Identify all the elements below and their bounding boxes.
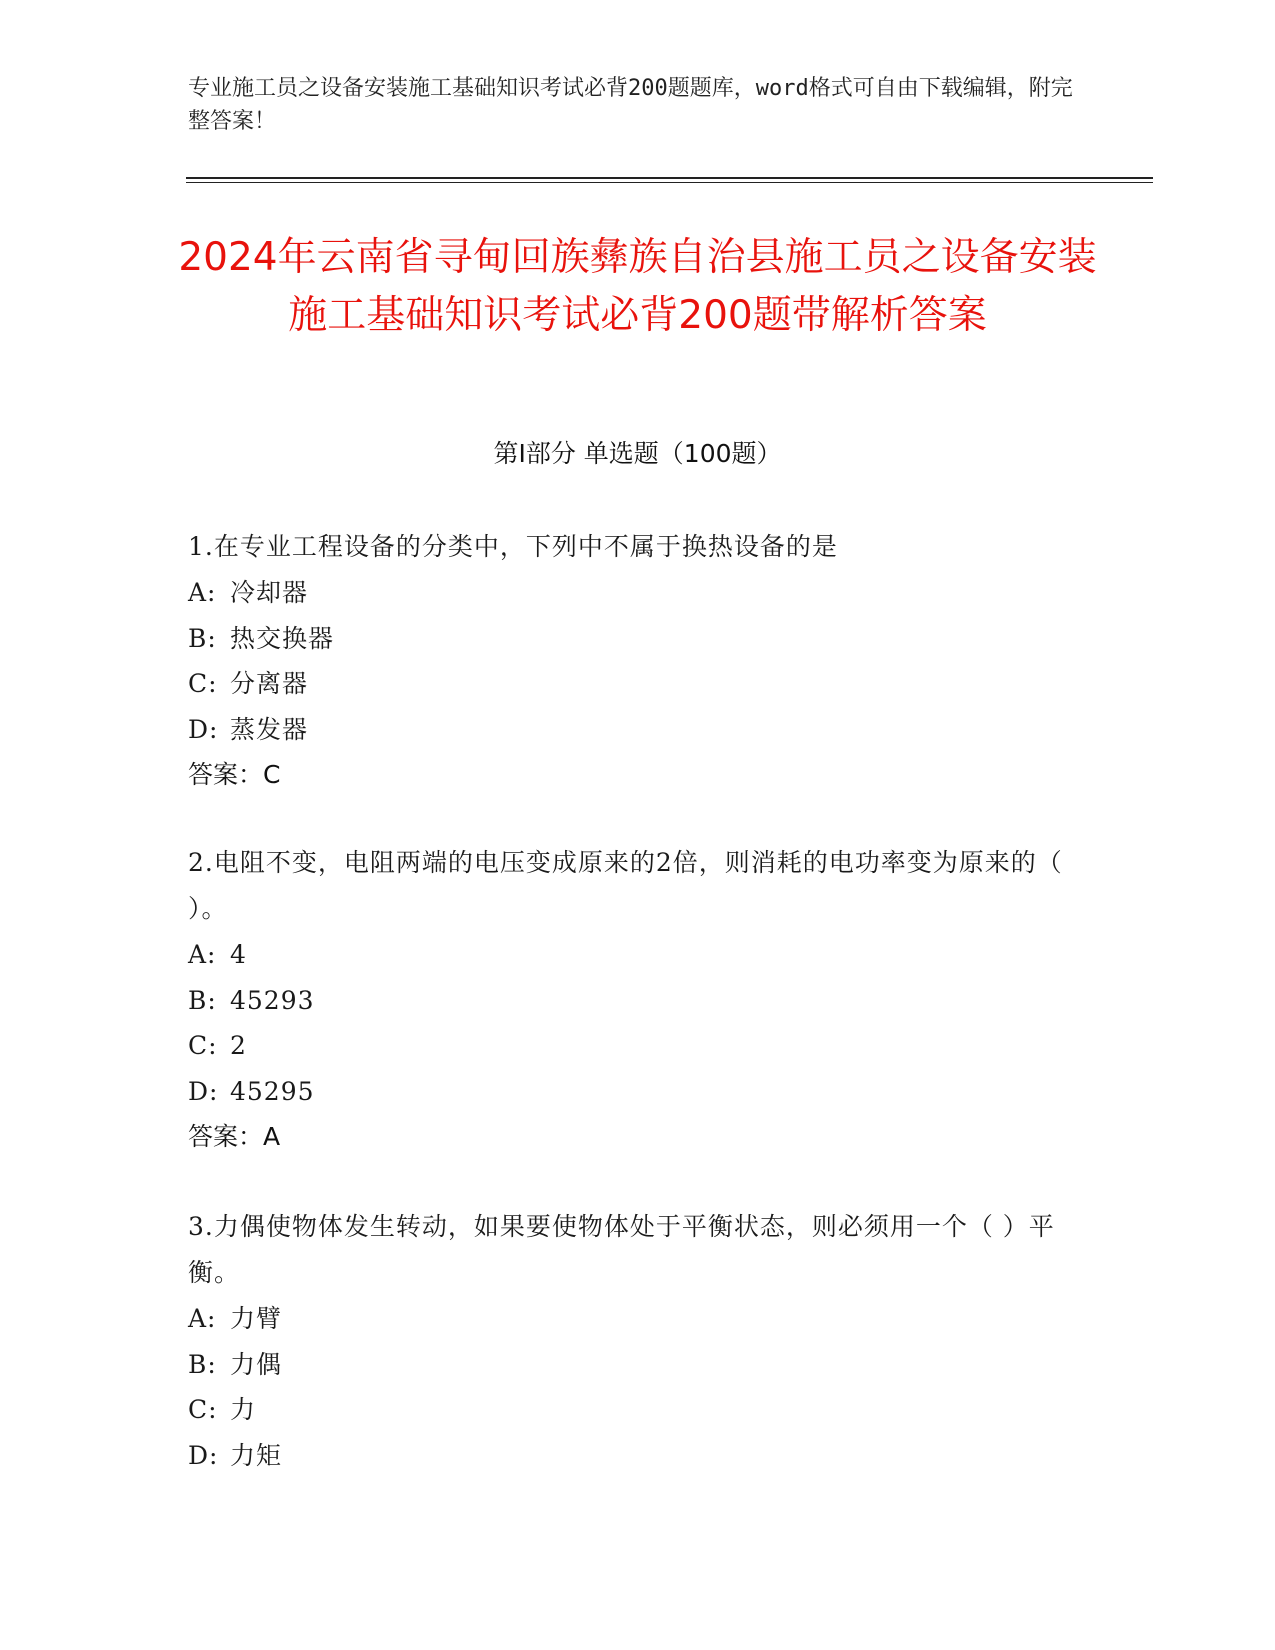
option-key: C: — [188, 1031, 218, 1060]
option-text: 2 — [230, 1031, 247, 1060]
option-c — [188, 1387, 1068, 1433]
option-text: 力 — [230, 1395, 257, 1424]
answer-label: 答案： — [188, 1122, 264, 1151]
option-b — [188, 616, 1068, 662]
option-d — [188, 1069, 1068, 1115]
option-a — [188, 570, 1068, 616]
option-b — [188, 1342, 1068, 1388]
option-text: 45293 — [230, 985, 315, 1015]
option-text: 力偶 — [230, 1349, 283, 1379]
option-text: 力矩 — [230, 1440, 283, 1470]
option-text: 力臂 — [230, 1304, 283, 1333]
option-key: D: — [188, 1440, 219, 1470]
option-key: B: — [188, 623, 217, 653]
header-note: 专业施工员之设备安装施工基础知识考试必背200题题库，word格式可自由下载编辑，附完整答案！ — [188, 76, 1073, 134]
question-2 — [188, 840, 1068, 1160]
question-stem: 2.电阻不变，电阻两端的电压变成原来的2倍，则消耗的电功率变为原来的（ ）。 — [188, 848, 1063, 923]
option-text: 蒸发器 — [230, 714, 309, 744]
option-key: C: — [188, 1395, 218, 1424]
option-key: C: — [188, 669, 218, 698]
option-key: D: — [188, 714, 219, 744]
question-3 — [188, 1204, 1068, 1478]
question-stem: 3.力偶使物体发生转动，如果要使物体处于平衡状态，则必须用一个（ ）平衡。 — [188, 1212, 1055, 1287]
option-c — [188, 1023, 1068, 1069]
answer-label: 答案： — [188, 760, 264, 789]
option-d — [188, 1433, 1068, 1479]
option-d — [188, 707, 1068, 753]
question-1 — [188, 524, 1068, 798]
option-key: A: — [188, 578, 217, 607]
option-b — [188, 978, 1068, 1024]
option-text: 冷却器 — [230, 578, 309, 607]
option-key: D: — [188, 1076, 219, 1106]
answer-value: A — [263, 1122, 281, 1151]
option-key: A: — [188, 940, 217, 969]
option-text: 热交换器 — [230, 623, 335, 653]
answer-line — [188, 1114, 1068, 1160]
answer-line — [188, 752, 1068, 798]
option-text: 分离器 — [230, 669, 309, 698]
question-stem: 1.在专业工程设备的分类中，下列中不属于换热设备的是 — [188, 532, 838, 561]
option-c — [188, 661, 1068, 707]
section-heading: 第I部分 单选题（100题） — [493, 439, 782, 468]
option-key: B: — [188, 985, 217, 1015]
option-a — [188, 932, 1068, 978]
document-title: 2024年云南省寻甸回族彝族自治县施工员之设备安装施工基础知识考试必背200题带解析答案 — [178, 235, 1097, 338]
option-key: B: — [188, 1349, 217, 1379]
answer-value: C — [263, 760, 281, 789]
option-key: A: — [188, 1304, 217, 1333]
header-divider-thick — [186, 177, 1153, 179]
header-divider-thin — [186, 182, 1153, 183]
option-text: 4 — [230, 940, 247, 969]
option-text: 45295 — [230, 1076, 315, 1106]
option-a — [188, 1296, 1068, 1342]
